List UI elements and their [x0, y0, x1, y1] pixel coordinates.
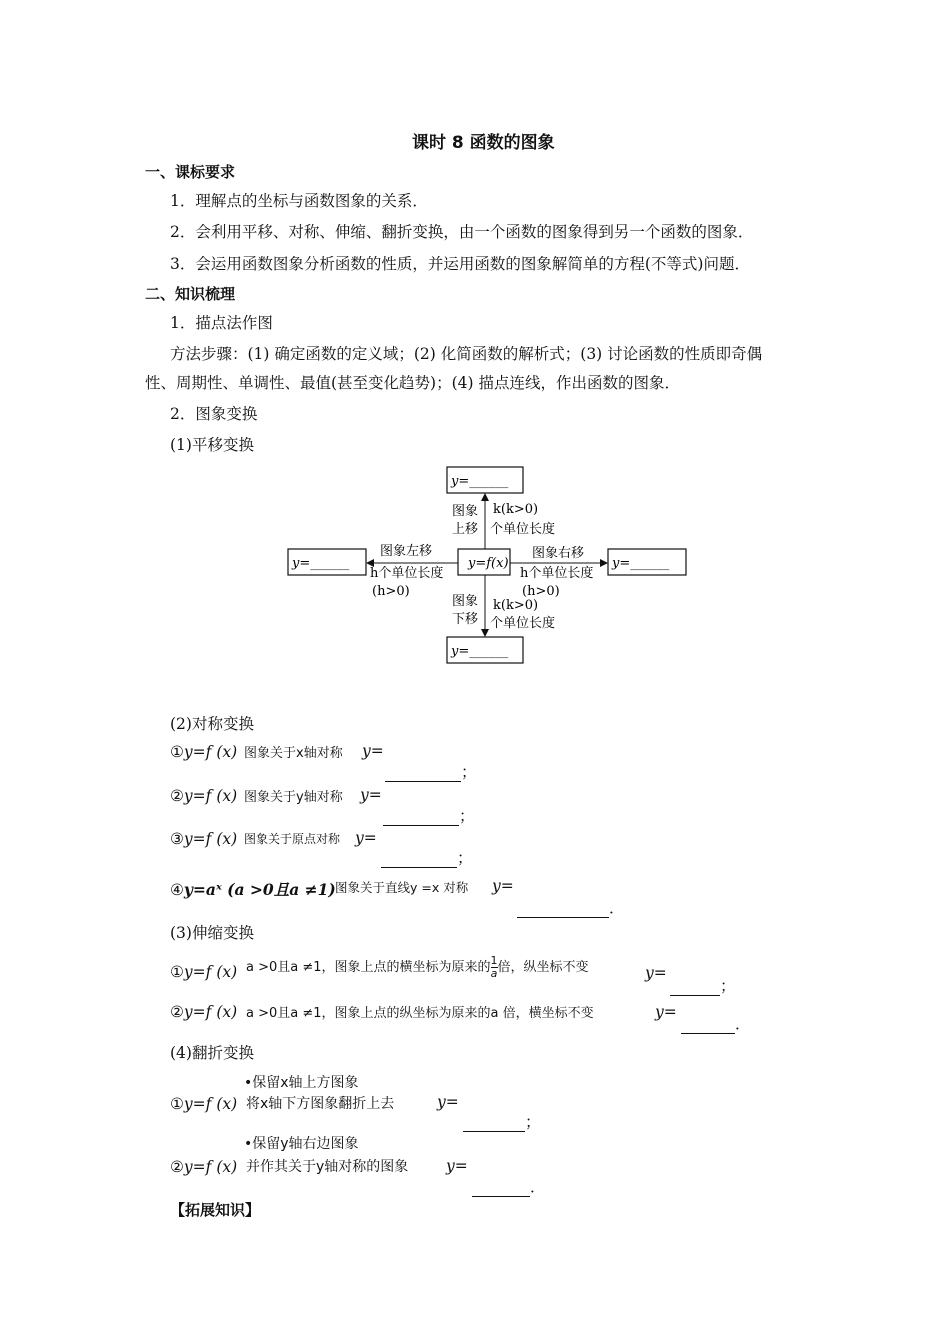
stretch-item-2	[170, 1003, 237, 1021]
translation-diagram	[280, 460, 700, 670]
translate-heading: (1)平移变换	[170, 436, 254, 454]
flip-condition-bottom: 并作其关于y轴对称的图象	[246, 1159, 409, 1175]
box-center-label: y=f(x)	[468, 556, 509, 571]
symmetry-heading: (2)对称变换	[170, 715, 254, 733]
transform-condition: a >0且a ≠1，图象上点的纵坐标为原来的a 倍，横坐标不变	[246, 1006, 594, 1021]
punctuation: ；	[459, 807, 475, 825]
left-amount: h个单位长度	[370, 566, 444, 581]
answer-blank[interactable]	[385, 767, 461, 782]
flip-item-1	[170, 1095, 237, 1113]
formula: y=f (x)	[183, 787, 238, 805]
result-label: y=	[437, 1093, 459, 1111]
up-label: 图象	[452, 504, 479, 519]
section-heading-requirements: 一、课标要求	[145, 163, 236, 181]
subsection-plotting: 1．描点法作图	[170, 314, 273, 332]
symmetry-item-4	[170, 878, 336, 900]
transform-condition: 图象关于y轴对称	[244, 790, 343, 805]
transform-condition	[246, 955, 589, 980]
flip-item-2	[170, 1158, 237, 1176]
punctuation: ；	[525, 1113, 541, 1131]
formula: y=f (x)	[183, 1158, 238, 1176]
answer-blank[interactable]	[681, 1019, 735, 1034]
down-label: 图象	[452, 594, 479, 609]
flip-condition-top: •保留x轴上方图象	[244, 1075, 359, 1091]
transform-condition: 图象关于直线y =x 对称	[335, 880, 469, 895]
item-number: ③	[170, 830, 184, 848]
right-amount: h个单位长度	[520, 566, 594, 581]
fraction	[491, 955, 498, 980]
left-condition: (h>0)	[372, 584, 410, 599]
box-right-label: y=______	[612, 556, 670, 571]
condition-text: 保留x轴上方图象	[252, 1075, 359, 1091]
box-bottom-label: y=______	[451, 644, 509, 659]
formula: y=f (x)	[183, 1095, 238, 1113]
symmetry-item-1	[170, 743, 237, 761]
answer-blank[interactable]	[670, 981, 720, 996]
punctuation: ．	[735, 1015, 751, 1033]
subsection-transform: 2．图象变换	[170, 405, 258, 423]
condition-text: a >0且a ≠1，图象上点的横坐标为原来的	[246, 960, 491, 975]
right-label: 图象右移	[532, 546, 585, 561]
symmetry-item-2	[170, 787, 237, 805]
method-steps-line: 性、周期性、单调性、最值(甚至变化趋势)；(4) 描点连线，作出函数的图象．	[145, 374, 680, 392]
answer-blank[interactable]	[463, 1117, 525, 1132]
up-amount: 个单位长度	[490, 522, 556, 537]
punctuation: ．	[530, 1178, 546, 1196]
punctuation: ．	[609, 899, 625, 917]
requirement-item: 1．理解点的坐标与函数图象的关系．	[170, 192, 428, 210]
formula: y=f (x)	[183, 743, 238, 761]
stretch-heading: (3)伸缩变换	[170, 924, 254, 942]
transform-condition: 图象关于x轴对称	[244, 746, 343, 761]
answer-blank[interactable]	[381, 853, 457, 868]
down-amount: k(k>0)	[493, 598, 539, 613]
flip-condition-top: •保留y轴右边图象	[244, 1136, 359, 1152]
result-label: y=	[360, 786, 382, 804]
item-number: ②	[170, 1158, 184, 1176]
flip-heading: (4)翻折变换	[170, 1044, 254, 1062]
item-number: ②	[170, 1003, 184, 1021]
up-label: 上移	[452, 522, 479, 537]
condition-text: 保留y轴右边图象	[252, 1136, 359, 1152]
item-number: ①	[170, 743, 184, 761]
requirement-item: 2．会利用平移、对称、伸缩、翻折变换，由一个函数的图象得到另一个函数的图象．	[170, 223, 754, 241]
fraction-denominator: a	[490, 967, 498, 980]
down-label: 下移	[452, 612, 479, 627]
answer-blank[interactable]	[383, 811, 459, 826]
down-amount: 个单位长度	[490, 616, 556, 631]
item-number: ④	[170, 881, 184, 899]
answer-blank[interactable]	[517, 903, 609, 918]
item-number: ①	[170, 1095, 184, 1113]
right-condition: (h>0)	[522, 584, 560, 599]
left-label: 图象左移	[380, 544, 433, 559]
flip-condition-bottom: 将x轴下方图象翻折上去	[246, 1096, 395, 1112]
item-number: ①	[170, 963, 184, 981]
result-label: y=	[645, 964, 667, 982]
box-left-label: y=______	[292, 556, 350, 571]
result-label: y=	[355, 829, 377, 847]
result-label: y=	[362, 742, 384, 760]
result-label: y=	[655, 1003, 677, 1021]
symmetry-item-3	[170, 830, 237, 848]
formula: y=f (x)	[183, 1003, 238, 1021]
transform-condition: 图象关于原点对称	[244, 832, 341, 846]
item-number: ②	[170, 787, 184, 805]
answer-blank[interactable]	[472, 1182, 530, 1197]
box-top-label: y=______	[451, 474, 509, 489]
punctuation: ；	[461, 763, 477, 781]
page-title: 课时 8 函数的图象	[412, 133, 555, 153]
method-steps-line: 方法步骤：(1) 确定函数的定义域；(2) 化简函数的解析式；(3) 讨论函数的性质即奇偶	[170, 345, 763, 363]
requirement-item: 3．会运用函数图象分析函数的性质，并运用函数的图象解简单的方程(不等式)问题．	[170, 255, 750, 273]
punctuation: ；	[720, 977, 736, 995]
punctuation: ；	[457, 849, 473, 867]
extension-heading: 【拓展知识】	[170, 1201, 261, 1219]
result-label: y=	[446, 1157, 468, 1175]
condition-text: 倍，纵坐标不变	[497, 960, 589, 975]
fraction-numerator: 1	[490, 954, 498, 967]
formula: y=aˣ (a >0且a ≠1)	[183, 880, 336, 899]
stretch-item-1	[170, 963, 237, 981]
result-label: y=	[492, 877, 514, 895]
formula: y=f (x)	[183, 963, 238, 981]
up-amount: k(k>0)	[493, 502, 539, 517]
section-heading-knowledge: 二、知识梳理	[145, 285, 236, 303]
formula: y=f (x)	[183, 830, 238, 848]
